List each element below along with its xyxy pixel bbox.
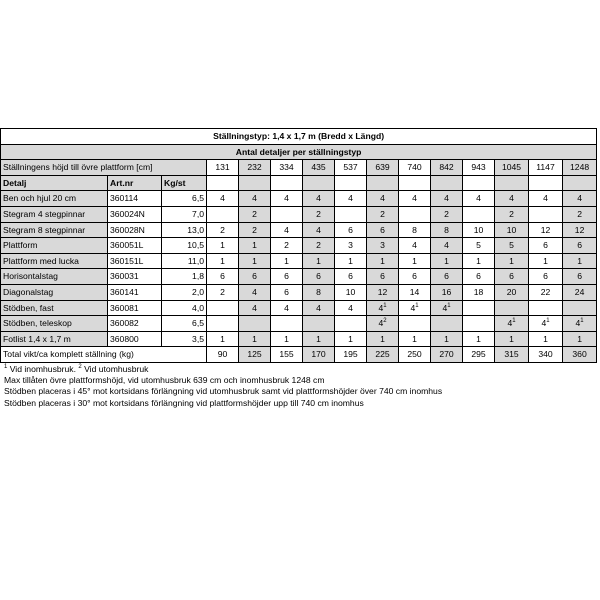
part-count: 1 [207,253,239,269]
part-count [495,300,529,316]
height-value: 131 [207,160,239,176]
header-blank-cell [563,175,597,191]
part-count: 4 [431,238,463,254]
header-blank-cell [335,175,367,191]
part-count [207,206,239,222]
part-count: 12 [367,284,399,300]
part-count: 4 [239,284,271,300]
part-count: 4 [367,191,399,207]
part-count: 4 [239,191,271,207]
part-count [563,300,597,316]
part-weight: 6,5 [162,191,207,207]
table-title: Ställningstyp: 1,4 x 1,7 m (Bredd x Längd) [1,129,597,145]
part-count: 3 [335,238,367,254]
part-count: 2 [563,206,597,222]
part-count: 6 [303,269,335,285]
part-count: 6 [271,284,303,300]
part-count: 1 [399,331,431,347]
part-count [335,316,367,332]
part-count: 4 [399,191,431,207]
part-count: $4^1$ [563,316,597,332]
height-value: 639 [367,160,399,176]
part-name: Diagonalstag [1,284,108,300]
height-value: 1045 [495,160,529,176]
part-count [303,316,335,332]
table-row [1,284,597,300]
header-blank-cell [529,175,563,191]
part-count [463,300,495,316]
footnote-line-1: $^1$ Vid inomhusbruk. $^2$ Vid utomhusbruk [4,363,149,374]
part-count: 4 [335,191,367,207]
col-header-detail: Detalj [1,175,108,191]
part-weight: 13,0 [162,222,207,238]
part-count: 1 [563,253,597,269]
part-weight: 7,0 [162,206,207,222]
table-row [1,269,597,285]
table-row [1,206,597,222]
part-count: 12 [529,222,563,238]
part-art-number: 360141 [108,284,162,300]
part-count: 6 [399,269,431,285]
total-row [1,347,597,363]
part-art-number: 360082 [108,316,162,332]
part-name: Plattform med lucka [1,253,108,269]
table-row [1,238,597,254]
header-blank-cell [495,175,529,191]
part-name: Fotlist 1,4 x 1,7 m [1,331,108,347]
total-value: 155 [271,347,303,363]
part-count: 1 [529,331,563,347]
parts-table-sheet [0,128,600,409]
part-count [399,206,431,222]
part-count: $4^1$ [431,300,463,316]
part-count: 4 [399,238,431,254]
part-weight: 2,0 [162,284,207,300]
part-count: 4 [239,300,271,316]
header-blank-cell [207,175,239,191]
part-count: 1 [495,331,529,347]
part-count: $4^1$ [399,300,431,316]
part-name: Plattform [1,238,108,254]
table-row [1,331,597,347]
header-blank-cell [367,175,399,191]
part-name: Stödben, teleskop [1,316,108,332]
part-count [271,316,303,332]
part-art-number: 360024N [108,206,162,222]
part-count: 6 [207,269,239,285]
part-count: 8 [303,284,335,300]
footnote-line-3: Stödben placeras i 45° mot kortsidans förlängning vid utomhusbruk samt vid plattformshöjder över 740 cm inomhus [4,386,443,397]
height-value: 1248 [563,160,597,176]
part-count: 4 [335,300,367,316]
total-label: Total vikt/ca komplett ställning (kg) [1,347,207,363]
part-count [239,316,271,332]
total-value: 360 [563,347,597,363]
total-value: 90 [207,347,239,363]
part-count: $4^1$ [529,316,563,332]
col-header-kg: Kg/st [162,175,207,191]
height-value: 1147 [529,160,563,176]
part-count: 6 [367,222,399,238]
table-row [1,253,597,269]
part-count: 1 [463,331,495,347]
part-art-number: 360051L [108,238,162,254]
part-count: 2 [271,238,303,254]
part-name: Horisontalstag [1,269,108,285]
part-count: 1 [463,253,495,269]
height-value: 740 [399,160,431,176]
height-label: Ställningens höjd till övre plattform [cm] [1,160,207,176]
col-header-art: Art.nr [108,175,162,191]
part-count: 6 [335,222,367,238]
header-blank-cell [463,175,495,191]
footnotes [0,364,600,409]
header-blank-cell [303,175,335,191]
part-count [431,316,463,332]
part-count: 6 [367,269,399,285]
part-count: 4 [529,191,563,207]
header-blank-cell [399,175,431,191]
part-weight: 11,0 [162,253,207,269]
part-count: 6 [529,269,563,285]
part-art-number: 360028N [108,222,162,238]
part-art-number: 360800 [108,331,162,347]
part-count: 6 [239,269,271,285]
part-count: 1 [335,331,367,347]
part-count: 1 [239,331,271,347]
part-count: 3 [367,238,399,254]
part-count: 1 [431,331,463,347]
total-value: 225 [367,347,399,363]
part-count: 4 [207,191,239,207]
part-count: 18 [463,284,495,300]
part-count: 4 [271,222,303,238]
part-count: 8 [431,222,463,238]
part-count: 4 [495,191,529,207]
part-count: 6 [431,269,463,285]
part-count: 2 [239,222,271,238]
part-count: 8 [399,222,431,238]
part-count: 1 [399,253,431,269]
part-name: Stegram 4 stegpinnar [1,206,108,222]
part-count: 22 [529,284,563,300]
part-count: 1 [367,253,399,269]
total-value: 295 [463,347,495,363]
part-count: 4 [303,191,335,207]
part-weight: 6,5 [162,316,207,332]
parts-table [0,128,597,363]
part-count: 6 [463,269,495,285]
part-count: 2 [239,206,271,222]
table-row [1,316,597,332]
height-value: 232 [239,160,271,176]
part-count: 4 [271,300,303,316]
part-count: 4 [303,222,335,238]
part-count: 1 [271,331,303,347]
part-count: 1 [431,253,463,269]
part-count [529,206,563,222]
part-count: 10 [463,222,495,238]
total-value: 315 [495,347,529,363]
part-count: 4 [303,300,335,316]
part-count: 2 [207,222,239,238]
table-row [1,222,597,238]
total-value: 270 [431,347,463,363]
part-count: $4^1$ [367,300,399,316]
footnote-line-4: Stödben placeras i 30° mot kortsidans förlängning vid plattformshöjder upp till 740 cm inomhus [4,397,364,408]
part-count: 4 [563,191,597,207]
part-count: 4 [271,191,303,207]
header-blank-cell [271,175,303,191]
height-value: 435 [303,160,335,176]
table-row [1,191,597,207]
footnote-line-2: Max tillåten övre plattformshöjd, vid utomhusbruk 639 cm och inomhusbruk 1248 cm [4,375,325,386]
table-row [1,300,597,316]
part-art-number: 360114 [108,191,162,207]
part-count: 1 [303,253,335,269]
total-value: 195 [335,347,367,363]
part-count: 4 [463,191,495,207]
part-count: 1 [529,253,563,269]
part-count: 1 [207,238,239,254]
part-count: 10 [495,222,529,238]
part-count: 2 [367,206,399,222]
part-count [207,316,239,332]
part-count [399,316,431,332]
total-value: 250 [399,347,431,363]
header-blank-cell [431,175,463,191]
part-name: Ben och hjul 20 cm [1,191,108,207]
part-count: 6 [495,269,529,285]
part-name: Stödben, fast [1,300,108,316]
part-count: 1 [239,253,271,269]
part-count: 6 [529,238,563,254]
part-count: 1 [495,253,529,269]
part-weight: 1,8 [162,269,207,285]
part-count: 4 [431,191,463,207]
part-count: 1 [207,331,239,347]
part-count: $4^1$ [495,316,529,332]
part-count: 16 [431,284,463,300]
part-count: 12 [563,222,597,238]
part-count: 20 [495,284,529,300]
part-count [463,316,495,332]
part-count: 1 [239,238,271,254]
part-count: 1 [367,331,399,347]
total-value: 340 [529,347,563,363]
part-art-number: 360081 [108,300,162,316]
part-count: 6 [563,238,597,254]
part-count [271,206,303,222]
part-count [463,206,495,222]
part-count [207,300,239,316]
part-count: 1 [563,331,597,347]
part-count: 2 [495,206,529,222]
table-subtitle: Antal detaljer per ställningstyp [1,144,597,160]
height-value: 537 [335,160,367,176]
total-value: 170 [303,347,335,363]
part-count: 2 [303,238,335,254]
part-count: 10 [335,284,367,300]
part-count: 24 [563,284,597,300]
part-count: 2 [431,206,463,222]
part-weight: 3,5 [162,331,207,347]
part-count: 14 [399,284,431,300]
height-value: 842 [431,160,463,176]
part-count: 1 [335,253,367,269]
part-count: $4^2$ [367,316,399,332]
part-count: 6 [271,269,303,285]
part-count [335,206,367,222]
part-count: 1 [271,253,303,269]
part-count: 1 [303,331,335,347]
part-count: 5 [463,238,495,254]
total-value: 125 [239,347,271,363]
part-weight: 4,0 [162,300,207,316]
height-value: 943 [463,160,495,176]
height-value: 334 [271,160,303,176]
part-art-number: 360031 [108,269,162,285]
part-name: Stegram 8 stegpinnar [1,222,108,238]
part-art-number: 360151L [108,253,162,269]
part-weight: 10,5 [162,238,207,254]
part-count: 2 [303,206,335,222]
part-count: 6 [335,269,367,285]
part-count: 6 [563,269,597,285]
part-count: 2 [207,284,239,300]
part-count: 5 [495,238,529,254]
part-count [529,300,563,316]
header-blank-cell [239,175,271,191]
